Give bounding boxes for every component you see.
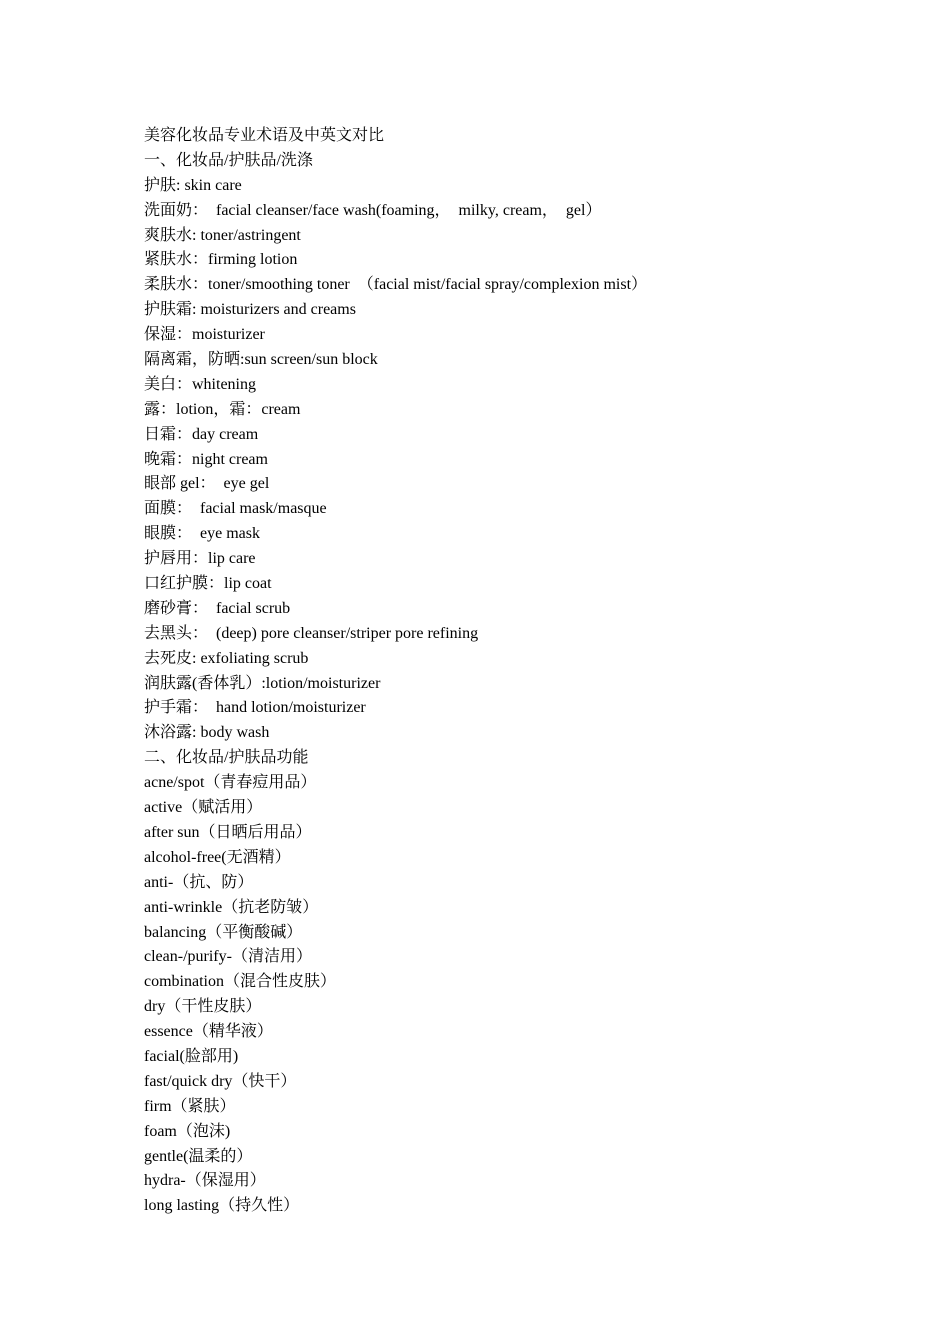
term-line: balancing（平衡酸碱） xyxy=(144,923,303,941)
term-line: 面膜： facial mask/masque xyxy=(144,500,327,518)
term-line: acne/spot（青春痘用品） xyxy=(144,774,317,792)
section-heading-2: 二、化妆品/护肤品功能 xyxy=(144,749,309,767)
term-line: 保湿：moisturizer xyxy=(144,326,265,344)
term-line: long lasting（持久性） xyxy=(144,1197,300,1215)
term-line: facial(脸部用) xyxy=(144,1047,239,1065)
document-body xyxy=(144,124,844,1219)
term-line: 晚霜：night cream xyxy=(144,450,268,468)
term-line: 美白：whitening xyxy=(144,375,256,393)
term-line: clean-/purify-（清洁用） xyxy=(144,948,312,966)
term-line: anti-（抗、防） xyxy=(144,873,254,891)
term-line: 护肤: skin care xyxy=(144,176,242,194)
term-line: 口红护膜：lip coat xyxy=(144,575,272,593)
term-line: 紧肤水：firming lotion xyxy=(144,251,298,269)
term-line: 日霜：day cream xyxy=(144,425,259,443)
term-line: 护手霜： hand lotion/moisturizer xyxy=(144,699,366,717)
term-line: combination（混合性皮肤） xyxy=(144,973,336,991)
section-heading-1: 一、化妆品/护肤品/洗涤 xyxy=(144,151,313,169)
term-line: foam（泡沫) xyxy=(144,1122,231,1140)
term-line: 磨砂膏： facial scrub xyxy=(144,599,291,617)
term-line: 露：lotion，霜：cream xyxy=(144,400,301,418)
term-line: anti-wrinkle（抗老防皱） xyxy=(144,898,319,916)
section-1-list xyxy=(144,174,844,746)
term-line: 洗面奶： facial cleanser/face wash(foaming， milky, cream， gel） xyxy=(144,201,602,219)
term-line: alcohol-free(无酒精） xyxy=(144,848,291,866)
term-line: dry（干性皮肤） xyxy=(144,998,262,1016)
document-title: 美容化妆品专业术语及中英文对比 xyxy=(144,127,385,144)
section-2-list xyxy=(144,771,844,1219)
term-line: 隔离霜，防晒:sun screen/sun block xyxy=(144,351,378,369)
term-line: gentle(温柔的） xyxy=(144,1147,253,1165)
term-line: hydra-（保湿用） xyxy=(144,1172,266,1190)
term-line: 沐浴露: body wash xyxy=(144,724,270,742)
term-line: 眼膜： eye mask xyxy=(144,525,260,543)
term-line: after sun（日晒后用品） xyxy=(144,823,312,841)
term-line: 柔肤水：toner/smoothing toner （facial mist/facial spray/complexion mist） xyxy=(144,276,648,294)
term-line: 去死皮: exfoliating scrub xyxy=(144,649,309,667)
term-line: 润肤露(香体乳）:lotion/moisturizer xyxy=(144,674,381,692)
term-line: 眼部 gel： eye gel xyxy=(144,475,270,493)
term-line: 护唇用：lip care xyxy=(144,550,256,568)
term-line: 去黑头： (deep) pore cleanser/striper pore refining xyxy=(144,624,479,642)
term-line: essence（精华液） xyxy=(144,1023,273,1041)
term-line: active（赋活用） xyxy=(144,799,263,817)
term-line: firm（紧肤） xyxy=(144,1097,236,1115)
term-line: fast/quick dry（快干） xyxy=(144,1072,297,1090)
term-line: 爽肤水: toner/astringent xyxy=(144,226,301,244)
term-line: 护肤霜: moisturizers and creams xyxy=(144,301,356,319)
